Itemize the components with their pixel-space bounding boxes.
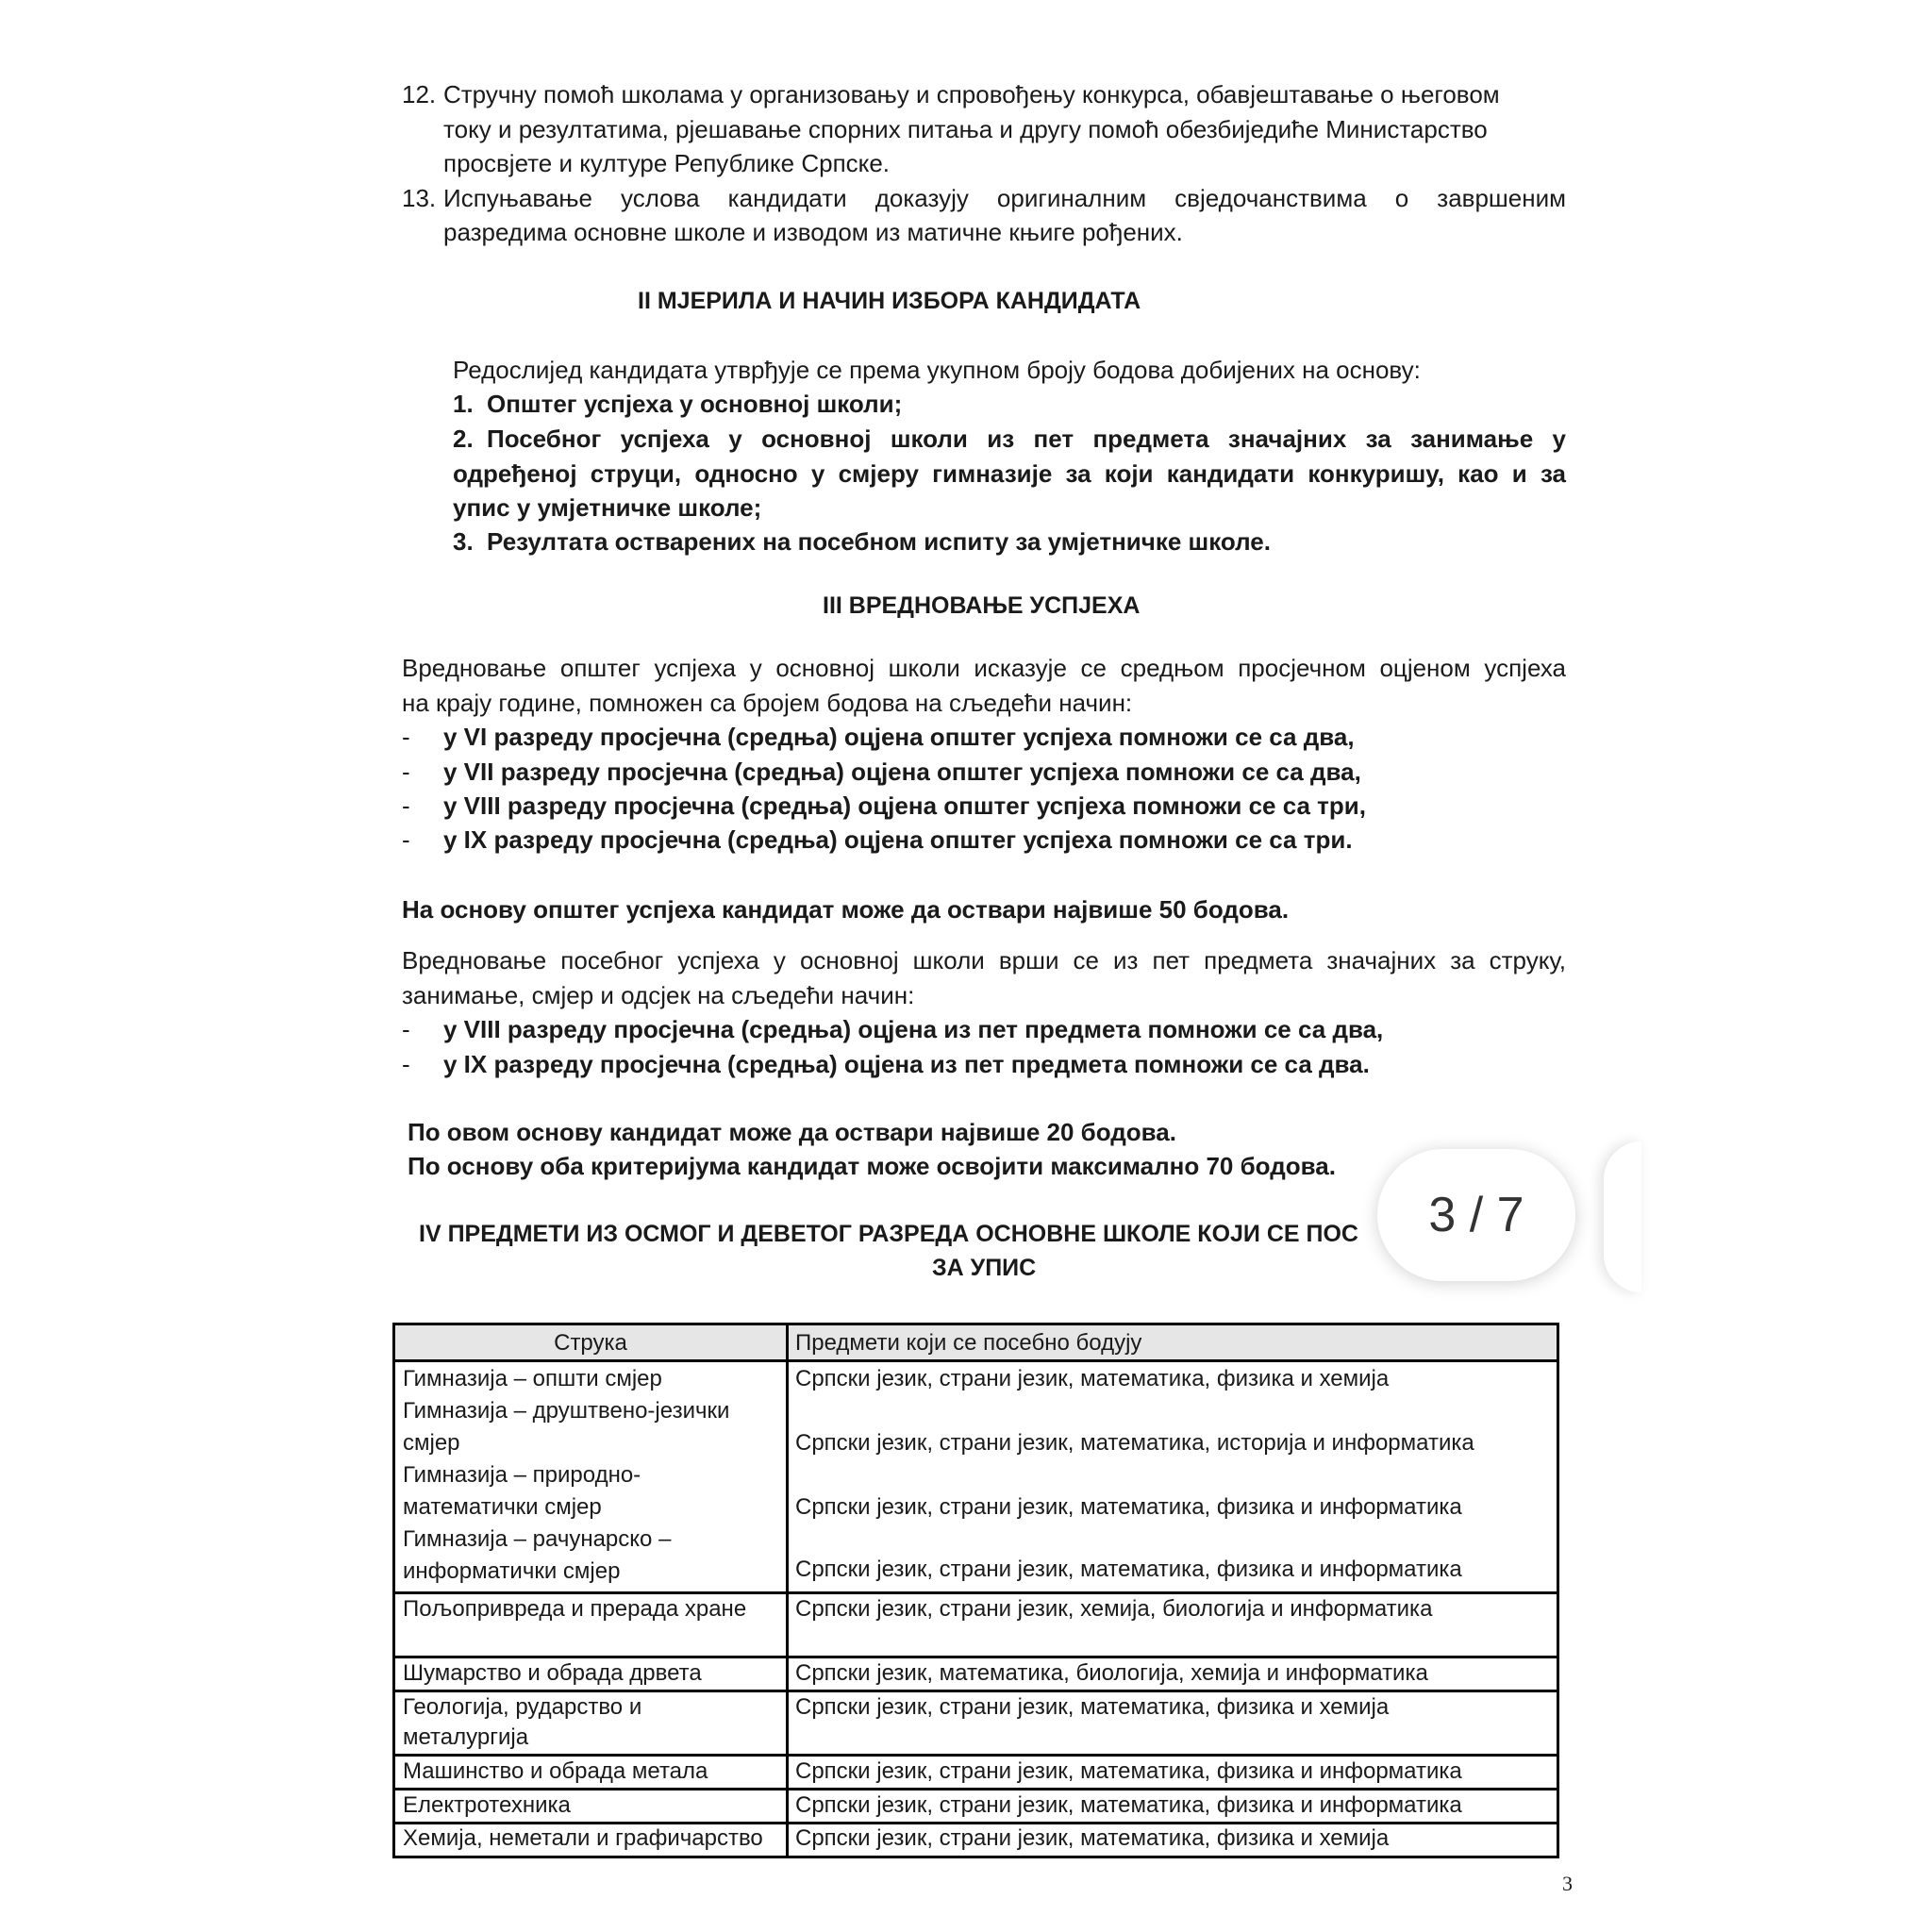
general-item: у VII разреду просјечна (средња) оцјена општег успјеха помножи се са два,	[443, 758, 1361, 786]
criterion-1: Општег успјеха у основној школи;	[487, 390, 903, 418]
special-max-points: По овом основу кандидат може да оствари највише 20 бодова.	[408, 1118, 1176, 1146]
table-cell: Геологија, рударство и	[403, 1694, 642, 1720]
table-cell: Гимназија – рачунарско –	[403, 1526, 672, 1552]
table-cell: Хемија, неметали и графичарство	[403, 1825, 763, 1851]
table-cell: Електротехника	[403, 1792, 571, 1818]
section-2-intro: Редослијед кандидата утврђује се према укупном броју бодова добијених на основу:	[453, 356, 1421, 384]
table-header-cell: Струка	[554, 1330, 627, 1356]
table-cell: Српски језик, страни језик, хемија, биологија и информатика	[795, 1596, 1433, 1622]
item-12-line-3: просвјете и културе Републике Српске.	[443, 149, 891, 177]
table-cell: Српски језик, страни језик, математика, историја и информатика	[795, 1430, 1474, 1456]
table-cell: Шумарство и обрада дрвета	[403, 1660, 702, 1686]
table-cell: смјер	[403, 1430, 460, 1456]
table-cell: Српски језик, математика, биологија, хемија и информатика	[795, 1660, 1428, 1686]
section-3-para1-line-1: Вредновање општег успјеха у основној школи исказује се средњом просјечном оцјеном успјеха	[402, 654, 1566, 682]
section-3-para2-line-1: Вредновање посебног успјеха у основној школи врши се из пет предмета значајних за струку,	[402, 946, 1566, 974]
general-item: у VIII разреду просјечна (средња) оцјена општег успјеха помножи се са три,	[443, 791, 1367, 820]
table-cell: Српски језик, страни језик, математика, физика и информатика	[795, 1557, 1462, 1582]
section-3-para1-line-2: на крају године, помножен са бројем бодова на сљедећи начин:	[402, 689, 1133, 717]
criterion-number: 1.	[453, 390, 474, 418]
general-item: у VI разреду просјечна (средња) оцјена општег успјеха помножи се са два,	[443, 723, 1355, 751]
dash-bullet: -	[402, 758, 410, 786]
table-cell: Српски језик, страни језик, математика, физика и информатика	[795, 1792, 1462, 1818]
item-number: 12.	[402, 80, 437, 108]
criterion-number: 2.	[453, 425, 474, 453]
table-cell: Машинство и обрада метала	[403, 1758, 708, 1784]
section-3-heading: III ВРЕДНОВАЊЕ УСПЈЕХА	[823, 592, 1141, 619]
item-12-line-2: току и резултатима, рјешавање спорних питања и другу помоћ обезбиједиће Министарство	[443, 115, 1488, 143]
subjects-table	[392, 1323, 1559, 1858]
dash-bullet: -	[402, 1050, 410, 1078]
table-cell: Српски језик, страни језик, математика, физика и хемија	[795, 1694, 1390, 1720]
dash-bullet: -	[402, 723, 410, 751]
table-cell: Пољопривреда и прерада хране	[403, 1596, 747, 1622]
table-cell: металургија	[403, 1724, 529, 1750]
table-cell: Гимназија – друштвено-језички	[403, 1398, 730, 1424]
dash-bullet: -	[402, 825, 410, 854]
item-12-line-1: Стручну помоћ школама у организовању и спровођењу конкурса, обавјештавање о његовом	[443, 80, 1500, 108]
item-13-line-2: разредима основне школе и изводом из матичне књиге рођених.	[443, 218, 1183, 246]
page-number: 3	[1562, 1872, 1573, 1895]
criterion-2-line-1: Посебног успјеха у основној школи из пет предмета значајних за занимање у	[487, 425, 1566, 453]
table-header-cell: Предмети који се посебно бодују	[795, 1330, 1142, 1356]
item-number: 13.	[402, 184, 437, 212]
general-item: у IX разреду просјечна (средња) оцјена општег успјеха помножи се са три.	[443, 825, 1353, 854]
item-13-line-1: Испуњавање услова кандидати доказују оригиналним свједочанствима о завршеним	[443, 184, 1566, 212]
section-4-heading-line-2: ЗА УПИС	[932, 1255, 1037, 1281]
criterion-2-line-2: одређеној струци, односно у смјеру гимназије за који кандидати конкуришу, као и за	[453, 459, 1566, 488]
special-item: у IX разреду просјечна (средња) оцјена из пет предмета помножи се са два.	[443, 1050, 1370, 1078]
section-2-heading: II МЈЕРИЛА И НАЧИН ИЗБОРА КАНДИДАТА	[638, 288, 1141, 314]
table-cell: математички смјер	[403, 1494, 602, 1520]
table-cell: Српски језик, страни језик, математика, физика и информатика	[795, 1494, 1462, 1520]
table-cell: Гимназија – природно-	[403, 1462, 641, 1488]
section-3-para2-line-2: занимање, смјер и одсјек на сљедећи начин:	[402, 981, 915, 1009]
table-cell: Гимназија – општи смјер	[403, 1366, 662, 1391]
criterion-number: 3.	[453, 527, 474, 556]
criterion-3: Резултата остварених на посебном испиту за умјетничке школе.	[487, 527, 1271, 556]
table-cell: Српски језик, страни језик, математика, физика и хемија	[795, 1825, 1390, 1851]
table-cell: Српски језик, страни језик, математика, физика и хемија	[795, 1366, 1390, 1391]
criterion-2-line-3: упис у умјетничке школе;	[453, 493, 762, 522]
next-page-edge	[1604, 1141, 1641, 1292]
dash-bullet: -	[402, 1015, 410, 1043]
table-cell: информатички смјер	[403, 1558, 621, 1584]
special-item: у VIII разреду просјечна (средња) оцјена из пет предмета помножи се са два,	[443, 1015, 1384, 1043]
page-indicator-badge: 3 / 7	[1377, 1149, 1575, 1281]
general-max-points: На основу општег успјеха кандидат може да оствари највише 50 бодова.	[402, 895, 1290, 924]
dash-bullet: -	[402, 791, 410, 820]
total-max-points: По основу оба критеријума кандидат може освојити максимално 70 бодова.	[408, 1152, 1336, 1180]
table-cell: Српски језик, страни језик, математика, физика и информатика	[795, 1758, 1462, 1784]
section-4-heading-line-1: IV ПРЕДМЕТИ ИЗ ОСМОГ И ДЕВЕТОГ РАЗРЕДА ОСНОВНЕ ШКОЛЕ КОЈИ СЕ ПОС	[419, 1221, 1358, 1247]
